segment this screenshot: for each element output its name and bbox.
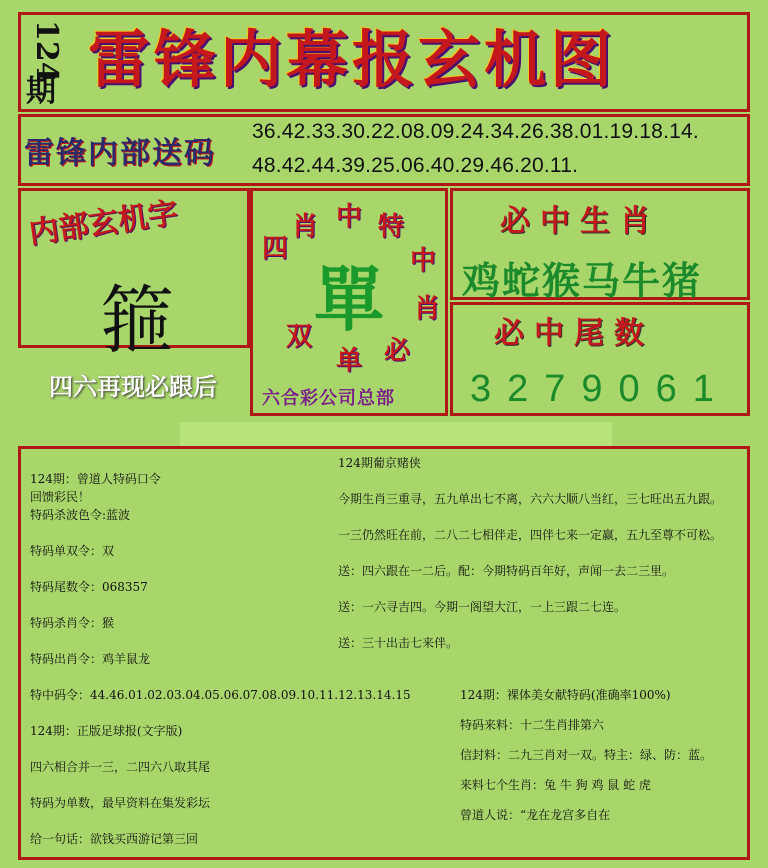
page-title: 雷锋内幕报玄机图	[88, 23, 617, 96]
left-line: 特码杀肖令：猴	[30, 616, 115, 630]
left-line: 124期：正版足球报(文字版)	[30, 724, 183, 738]
green-strip	[180, 422, 612, 446]
ring-char: 特	[378, 212, 405, 242]
hint-banner: 四六再现必跟后	[18, 364, 248, 410]
company-name: 六合彩公司总部	[262, 388, 395, 409]
right-line: 今期生肖三重寻，五九单出七不离，六六大顺八当红，三七旺出五九跟。	[338, 492, 723, 506]
left-line: 给一句话：欲钱买西游记第三回	[30, 832, 199, 846]
tail-title: 必中尾数	[494, 316, 654, 351]
right-line: 信封料：二九三肖对一双。特主：绿、防：蓝。	[460, 748, 713, 762]
ring-char: 单	[336, 346, 363, 376]
right-line: 送：三十出击七来伴。	[338, 636, 459, 650]
ring-char: 肖	[414, 294, 441, 324]
zodiac-title: 必中生肖	[500, 204, 660, 239]
tail-numbers: 3279061	[470, 368, 730, 410]
right-line: 124期葡京赌侠	[338, 456, 421, 470]
mystery-character: 箍	[100, 278, 174, 364]
numbers-line-1: 36.42.33.30.22.08.09.24.34.26.38.01.19.18.14.	[252, 120, 699, 143]
ring-char: 中	[410, 246, 437, 276]
numbers-label: 雷锋内部送码	[24, 136, 216, 171]
left-line: 特码为单数，最早资料在集发彩坛	[30, 796, 211, 810]
right-line: 特码来料：十二生肖排第六	[460, 718, 605, 732]
ring-char: 肖	[292, 212, 319, 242]
right-line: 送：四六跟在一二后。配：今期特码百年好，声闻一去二三里。	[338, 564, 675, 578]
left-line: 特码出肖令：鸡羊鼠龙	[30, 652, 151, 666]
left-line: 四六相合并一三，二四六八取其尾	[30, 760, 211, 774]
right-line: 曾道人说：“龙在龙宫多自在	[460, 808, 611, 822]
ring-title: 内部玄机字	[26, 195, 181, 252]
issue-suffix: 期	[26, 74, 56, 109]
right-line: 124期：裸体美女献特码(准确率100%)	[460, 688, 671, 702]
ring-char: 中	[336, 202, 363, 232]
numbers-line-2: 48.42.44.39.25.06.40.29.46.20.11.	[252, 154, 579, 177]
right-line: 送：一六寻吉四。今期一阁望大江，一上三跟二七连。	[338, 600, 627, 614]
ring-char: 必	[384, 336, 411, 366]
issue-number: 124	[29, 20, 64, 83]
center-character: 單	[314, 259, 384, 341]
left-line: 特码杀波色令:蓝波	[30, 508, 131, 522]
left-line: 特码单双令：双	[30, 544, 115, 558]
right-line: 来料七个生肖：兔 牛 狗 鸡 鼠 蛇 虎	[460, 778, 651, 792]
right-line: 一三仍然旺在前，二八二七相伴走，四伴七来一定赢，五九至尊不可松。	[338, 528, 723, 542]
ring-char: 四	[262, 234, 289, 264]
issue-label	[22, 14, 66, 110]
ring-char: 双	[286, 322, 313, 352]
left-line: 特中码令：44.46.01.02.03.04.05.06.07.08.09.10.11.12.13.14.15	[30, 688, 411, 702]
zodiac-list: 鸡蛇猴马牛猪	[462, 258, 703, 303]
left-line: 回馈彩民！	[30, 490, 91, 504]
left-line: 特码尾数令：068357	[30, 580, 148, 594]
left-line: 124期：曾道人特码口令	[30, 472, 161, 486]
